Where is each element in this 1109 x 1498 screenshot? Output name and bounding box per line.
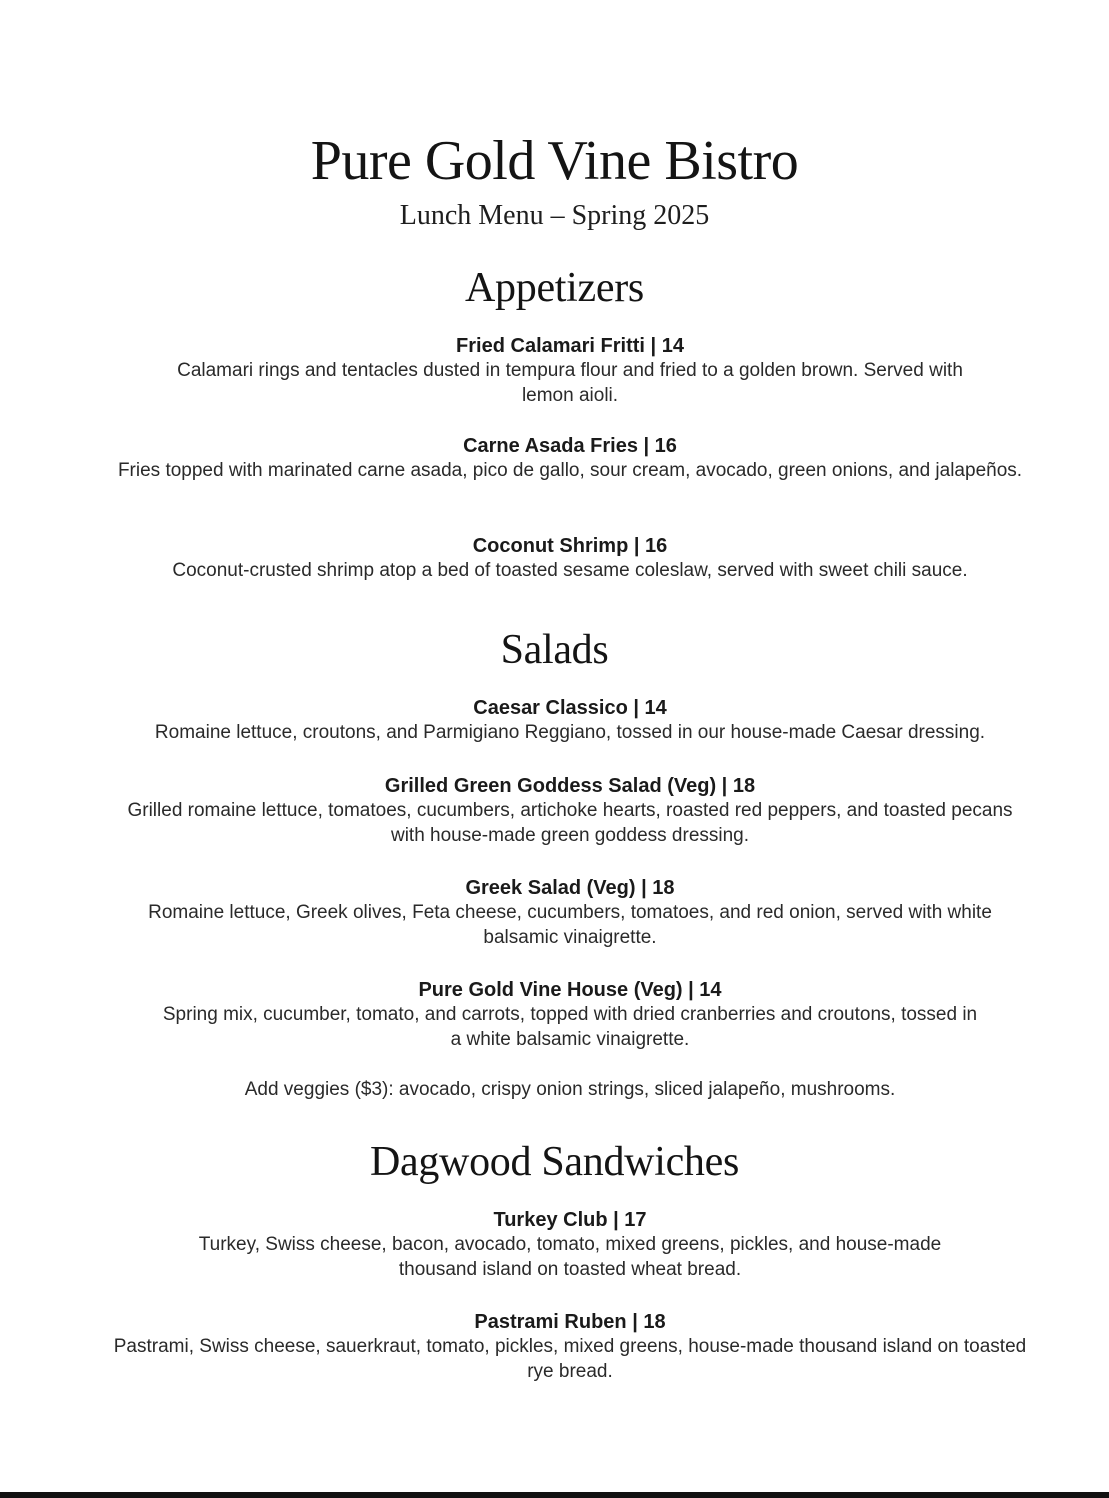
item-description: Calamari rings and tentacles dusted in tempura flour and fried to a golden brown. Served with lemon aioli.: [177, 360, 963, 406]
salad-add-ons-note: Add veggies ($3): avocado, crispy onion strings, sliced jalapeño, mushrooms.: [244, 1079, 896, 1100]
item-description: Coconut-crusted shrimp atop a bed of toasted sesame coleslaw, served with sweet chili sauce.: [172, 560, 968, 581]
restaurant-title: Pure Gold Vine Bistro: [310, 130, 799, 192]
item-name: Pure Gold Vine House (Veg) | 14: [418, 979, 722, 1001]
menu-item-caesar-classico: [110, 696, 1030, 746]
item-description: Pastrami, Swiss cheese, sauerkraut, tomato, pickles, mixed greens, house-made thousand island on toasted rye bread.: [113, 1336, 1027, 1382]
menu-item-coconut-shrimp: [110, 534, 1030, 584]
menu-item-pastrami-ruben: [110, 1310, 1030, 1384]
item-description: Romaine lettuce, Greek olives, Feta cheese, cucumbers, tomatoes, and red onion, served with white balsamic vinaigrette.: [148, 902, 992, 948]
item-name: Pastrami Ruben | 18: [474, 1311, 666, 1333]
menu-item-fried-calamari: [110, 334, 1030, 408]
section-heading-sandwiches: Dagwood Sandwiches: [369, 1139, 740, 1185]
item-description: Fries topped with marinated carne asada, pico de gallo, sour cream, avocado, green onions, and jalapeños.: [117, 460, 1023, 481]
item-name: Coconut Shrimp | 16: [472, 535, 668, 557]
item-description: Grilled romaine lettuce, tomatoes, cucumbers, artichoke hearts, roasted red peppers, and toasted pecans with house-made green goddess dressing.: [127, 800, 1013, 846]
item-description: Romaine lettuce, croutons, and Parmigiano Reggiano, tossed in our house-made Caesar dressing.: [154, 722, 986, 743]
item-name: Carne Asada Fries | 16: [463, 435, 677, 457]
section-heading-appetizers: Appetizers: [465, 265, 644, 311]
item-name: Turkey Club | 17: [493, 1209, 647, 1231]
menu-item-house-salad: [110, 978, 1030, 1052]
item-name: Greek Salad (Veg) | 18: [465, 877, 675, 899]
menu-item-carne-asada-fries: [110, 434, 1030, 484]
menu-item-green-goddess-salad: [110, 774, 1030, 848]
bottom-edge-bar: [0, 1492, 1109, 1498]
item-name: Caesar Classico | 14: [473, 697, 667, 719]
item-description: Turkey, Swiss cheese, bacon, avocado, tomato, mixed greens, pickles, and house-made thousand island on toasted wheat bread.: [198, 1234, 942, 1280]
item-name: Fried Calamari Fritti | 14: [456, 335, 684, 357]
menu-subtitle: Lunch Menu – Spring 2025: [399, 200, 710, 231]
section-heading-salads: Salads: [500, 627, 609, 673]
menu-item-turkey-club: [110, 1208, 1030, 1282]
item-name: Grilled Green Goddess Salad (Veg) | 18: [384, 775, 756, 797]
item-description: Spring mix, cucumber, tomato, and carrots, topped with dried cranberries and croutons, tossed in a white balsamic vinaigrette.: [162, 1004, 978, 1050]
menu-item-greek-salad: [110, 876, 1030, 950]
